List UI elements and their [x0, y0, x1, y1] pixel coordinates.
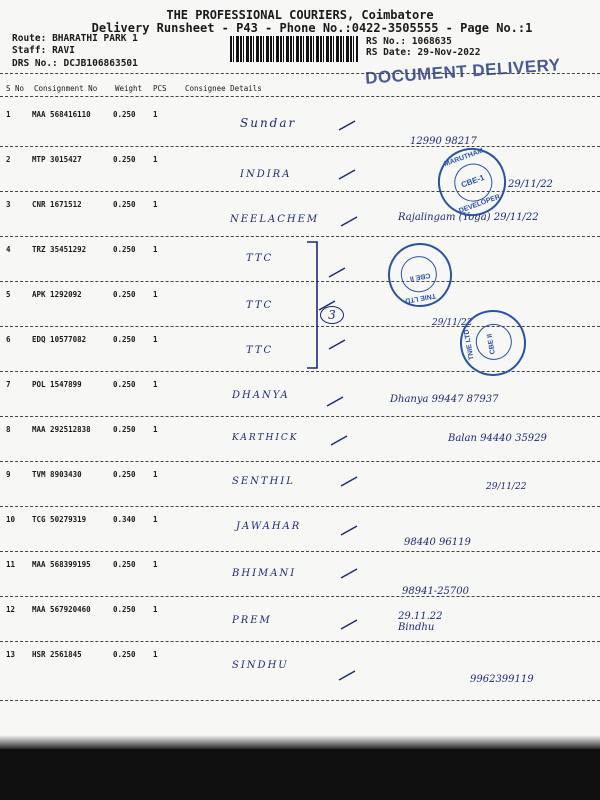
document-delivery-stamp: DOCUMENT DELIVERY: [364, 55, 562, 88]
drs-line: [12, 58, 138, 69]
tnie-seal-1: TNIE LTD CBE II: [383, 238, 457, 312]
row-signature: 9962399119: [470, 674, 534, 685]
row-consignee-name: SINDHU: [232, 660, 289, 671]
company-title: THE PROFESSIONAL COURIERS, Coimbatore: [166, 8, 434, 22]
row-consignee-name: JAWAHAR: [236, 521, 302, 532]
row-sno: 6: [6, 335, 11, 344]
table-row: [0, 507, 600, 552]
staff-value: RAVI: [52, 45, 75, 56]
row-signature: 12990 98217: [410, 136, 477, 147]
row-consignee-name: DHANYA: [232, 390, 290, 401]
row-consignment: MTP 3015427: [32, 155, 82, 164]
row-weight: 0.250: [113, 605, 136, 614]
row-signature: Dhanya 99447 87937: [390, 394, 499, 405]
row-signature: 29/11/22: [508, 179, 553, 190]
rs-no-line: [366, 36, 452, 47]
row-weight: 0.340: [113, 515, 136, 524]
route-value: BHARATHI PARK 1: [52, 33, 138, 44]
check-mark-icon: [338, 670, 356, 682]
marutham-seal: MARUTHAM CBE-1 DEVELOPER: [428, 138, 515, 225]
rs-no-value: 1068635: [411, 36, 452, 47]
row-weight: 0.250: [113, 470, 136, 479]
row-consignment: APK 1292092: [32, 290, 82, 299]
col-consignee: Consignee Details: [185, 84, 262, 93]
row-consignment: CNR 1671512: [32, 200, 82, 209]
check-mark-icon: [330, 435, 348, 447]
row-pcs: 1: [153, 290, 158, 299]
check-mark-icon: [340, 525, 358, 537]
col-weight: Weight: [115, 84, 143, 93]
row-consignee-name: KARTHICK: [232, 433, 299, 443]
row-pcs: 1: [153, 245, 158, 254]
group-count-note: 3: [320, 306, 344, 324]
header-divider-top: [0, 73, 600, 74]
row-weight: 0.250: [113, 110, 136, 119]
drs-value: DCJB106863501: [63, 58, 138, 69]
row-consignment: MAA 568416110: [32, 110, 91, 119]
row-signature: 29/11/22: [486, 482, 527, 492]
row-weight: 0.250: [113, 155, 136, 164]
row-consignee-name: PREM: [232, 615, 272, 626]
row-consignment: MAA 292512838: [32, 425, 91, 434]
table-row: [0, 372, 600, 417]
row-pcs: 1: [153, 470, 158, 479]
row-weight: 0.250: [113, 245, 136, 254]
row-divider: [0, 700, 600, 701]
row-sno: 2: [6, 155, 11, 164]
row-sno: 9: [6, 470, 11, 479]
staff-line: [12, 45, 75, 56]
row-pcs: 1: [153, 110, 158, 119]
row-weight: 0.250: [113, 380, 136, 389]
col-pcs: PCS: [153, 84, 167, 93]
row-pcs: 1: [153, 200, 158, 209]
table-row: [0, 597, 600, 642]
row-pcs: 1: [153, 650, 158, 659]
row-weight: 0.250: [113, 200, 136, 209]
row-sno: 13: [6, 650, 16, 659]
row-weight: 0.250: [113, 290, 136, 299]
row-consignment: MAA 568399195: [32, 560, 91, 569]
check-mark-icon: [338, 120, 356, 132]
row-signature: 29/11/22: [432, 318, 473, 328]
table-row: [0, 192, 600, 237]
table-row: [0, 102, 600, 147]
col-sno: S No: [6, 84, 25, 93]
table-row: [0, 642, 600, 687]
check-mark-icon: [340, 568, 358, 580]
row-sno: 7: [6, 380, 11, 389]
row-pcs: 1: [153, 335, 158, 344]
table-row: [0, 237, 600, 282]
check-mark-icon: [326, 396, 344, 408]
row-consignment: MAA 567920460: [32, 605, 91, 614]
row-weight: 0.250: [113, 335, 136, 344]
row-consignee-name: TTC: [246, 253, 274, 264]
rs-no-label: RS No.:: [366, 36, 407, 47]
row-consignee-name: Sundar: [240, 116, 297, 130]
row-pcs: 1: [153, 155, 158, 164]
row-consignee-name: TTC: [246, 300, 274, 311]
row-sno: 1: [6, 110, 11, 119]
row-consignment: TRZ 35451292: [32, 245, 87, 254]
route-label: Route:: [12, 33, 47, 44]
row-consignment: TCG 50279319: [32, 515, 87, 524]
row-consignment: HSR 2561845: [32, 650, 82, 659]
row-weight: 0.250: [113, 650, 136, 659]
row-consignee-name: TTC: [246, 345, 274, 356]
row-consignment: EDQ 10577082: [32, 335, 87, 344]
row-consignment: TVM 8903430: [32, 470, 82, 479]
route-line: [12, 33, 138, 44]
barcode: [230, 36, 358, 62]
table-row: [0, 462, 600, 507]
check-mark-icon: [340, 619, 358, 631]
row-sno: 8: [6, 425, 11, 434]
row-consignment: POL 1547899: [32, 380, 82, 389]
header-divider-bottom: [0, 96, 600, 97]
check-mark-icon: [340, 216, 358, 228]
row-weight: 0.250: [113, 560, 136, 569]
row-consignee-name: SENTHIL: [232, 476, 295, 487]
row-pcs: 1: [153, 515, 158, 524]
row-signature: 29.11.22 Bindhu: [398, 611, 443, 633]
row-sno: 3: [6, 200, 11, 209]
tnie-seal-2: TNIE LTD CBE II: [455, 305, 531, 381]
check-mark-icon: [338, 169, 356, 181]
table-row: [0, 147, 600, 192]
check-mark-icon: [340, 476, 358, 488]
scan-shadow: [0, 745, 600, 800]
group-bracket: [305, 240, 335, 370]
rs-date-value: 29-Nov-2022: [417, 47, 481, 58]
row-weight: 0.250: [113, 425, 136, 434]
row-sno: 10: [6, 515, 16, 524]
row-sno: 4: [6, 245, 11, 254]
row-sno: 11: [6, 560, 16, 569]
row-pcs: 1: [153, 425, 158, 434]
row-consignee-name: NEELACHEM: [230, 214, 320, 225]
row-signature: 98440 96119: [404, 537, 471, 548]
row-signature: Rajalingam (Yoga) 29/11/22: [398, 212, 539, 223]
row-sno: 12: [6, 605, 16, 614]
row-pcs: 1: [153, 380, 158, 389]
row-signature: Balan 94440 35929: [448, 433, 547, 444]
row-pcs: 1: [153, 560, 158, 569]
rs-date-label: RS Date:: [366, 47, 412, 58]
rs-date-line: [366, 47, 480, 58]
runsheet-subtitle: Delivery Runsheet - P43 - Phone No.:0422-3505555 - Page No.:1: [91, 21, 533, 35]
col-consignment: Consignment No: [34, 84, 98, 93]
table-row: [0, 552, 600, 597]
row-sno: 5: [6, 290, 11, 299]
row-consignee-name: BHIMANI: [232, 568, 297, 579]
staff-label: Staff:: [12, 45, 47, 56]
row-consignee-name: INDIRA: [240, 169, 292, 180]
drs-label: DRS No.:: [12, 58, 58, 69]
table-row: [0, 417, 600, 462]
row-signature: 98941-25700: [402, 586, 470, 597]
row-pcs: 1: [153, 605, 158, 614]
